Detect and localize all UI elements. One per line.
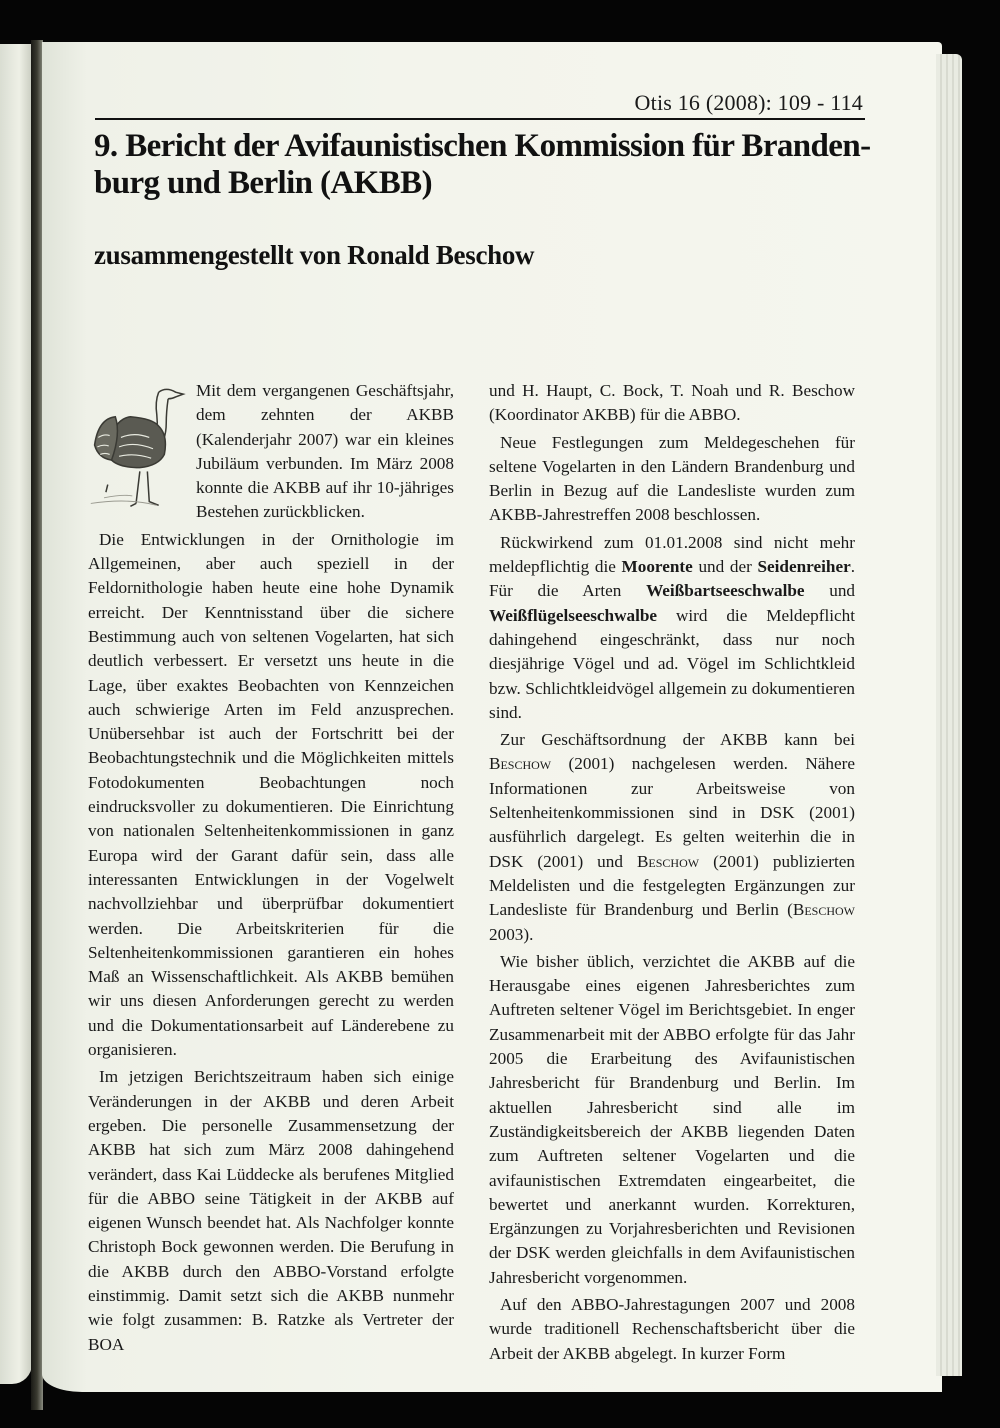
paragraph: Die Entwicklungen in der Ornithologie im Allgemeinen, aber auch speziell in der Feldornithologie haben heute eine hohe Dynamik erreicht. Der Kenntnisstand über die sichere Bestimmung auch von seltenen Vogelarten, hat sich deutlich verbessert. Er versetzt uns heute in die Lage, über exaktes Beobachten von Kennzeichen auch schwierige Arten im Feld anzusprechen. Unübersehbar ist auch der Fortschritt bei der Beobachtungstechnik und die Möglichkeiten mittels Fotodokumenten Beobachtungen noch eindrucksvoller zu dokumentieren. Die Einrichtung von nationalen Seltenheitenkommissionen in ganz Europa wird der Garant dafür sein, dass alle interessanten Entwicklungen in der Vogelwelt nachvollziehbar und überprüfbar dokumentiert werden. Die Arbeitskriterien für die Seltenheitenkommissionen garantieren ein hohes Maß an Wissenschaftlichkeit. Als AKBB bemühen wir uns diesen Anforderungen gerecht zu werden und die Dokumentationsarbeit auf Länderebene zu organisieren. bbox=[88, 529, 454, 1060]
text-run: 2003). bbox=[489, 924, 534, 944]
right-column bbox=[489, 379, 855, 1366]
text-run: Zur Geschäftsordnung der AKBB kann bei bbox=[500, 730, 855, 750]
species-name: Moorente bbox=[621, 557, 693, 577]
article-byline: zusammengestellt von Ronald Beschow bbox=[94, 240, 535, 270]
journal-citation: Otis 16 (2008): 109 - 114 bbox=[634, 90, 863, 115]
article-title bbox=[94, 128, 874, 202]
text-run: . Für die Arten bbox=[489, 557, 855, 601]
species-name: Seidenreiher bbox=[757, 557, 851, 577]
paragraph: Wie bisher üblich, verzichtet die AKBB auf die Herausgabe eines eigenen Jahresberichtes zum Auftreten seltener Vögel im Berichtsgebiet. In enger Zusammenarbeit mit der ABBO erfolgte für das Jahr 2005 die Erarbeitung des Avifaunistischen Jahresbericht für Brandenburg und Berlin. Im aktuellen Jahresbericht sind alle im Zuständigkeitsbereich der AKBB liegenden Daten zum Auftreten seltener Vogelarten und die avifaunistischen Extremdaten eingearbeitet, die bewertet und anerkannt wurden. Korrekturen, Ergänzungen zu Vorjahresberichten und Revisionen der DSK werden gleichfalls in dem Avifaunistischen Jahresbericht vorgenommen. bbox=[489, 951, 855, 1287]
bustard-icon bbox=[84, 379, 190, 511]
species-name: Weißbartseeschwalbe bbox=[646, 581, 805, 601]
author-citation: Beschow bbox=[489, 754, 552, 774]
paragraph: Neue Festlegungen zum Meldegeschehen für seltene Vogelarten in den Ländern Brandenburg und Berlin in Bezug auf die Landesliste wurden zum AKBB-Jahrestreffen 2008 beschlossen. bbox=[489, 432, 855, 525]
left-column bbox=[88, 379, 454, 1357]
intro-paragraph: Mit dem vergangenen Geschäftsjahr, dem zehnten der AKBB (Kalenderjahr 2007) war ein kleines Jubiläum verbunden. Im März 2008 konnte die AKBB auf ihr 10-jähriges Bestehen zurückblicken. bbox=[196, 381, 454, 522]
author-citation: Beschow bbox=[792, 900, 855, 920]
text-run: und bbox=[804, 581, 856, 601]
text-run: und der bbox=[692, 557, 758, 577]
paragraph: und H. Haupt, C. Bock, T. Noah und R. Beschow (Koordinator AKBB) für die ABBO. bbox=[489, 381, 855, 425]
text-run: Rückwirkend zum 01.01.2008 sind nicht mehr meldepflichtig die bbox=[489, 532, 855, 577]
paragraph: Im jetzigen Berichtszeitraum haben sich einige Veränderungen in der AKBB und deren Arbeit ergeben. Die personelle Zusammensetzung der AKBB hat sich zum März 2008 dahingehend verändert, dass Kai Lüddecke als berufenes Mitglied für die ABBO seine Tätigkeit in der AKBB auf eigenen Wunsch beendet hat. Als Nachfolger konnte Christoph Bock gewonnen werden. Die Berufung in die AKBB durch den ABBO-Vorstand erfolgte einstimmig. Damit setzt sich die AKBB nunmehr wie folgt zusammen: B. Ratzke als Vertreter der BOA bbox=[88, 1067, 454, 1354]
page-stack-edge bbox=[936, 54, 962, 1376]
running-head bbox=[95, 90, 865, 120]
species-name: Weißflügelseeschwalbe bbox=[489, 605, 658, 625]
title-line-2: burg und Berlin (AKBB) bbox=[94, 165, 432, 201]
paragraph bbox=[489, 728, 855, 947]
text-run: wird die Meldepflicht dahingehend eingeschränkt, dass nur noch diesjährige Vögel und ad. Vögel im Schlichtkleid bzw. Schlichtkleidvögel allgemein zu dokumentieren sind. bbox=[489, 605, 855, 722]
title-line-1: 9. Bericht der Avifaunistischen Kommission für Branden- bbox=[94, 128, 871, 164]
text-run: (2001) publizierten Meldelisten und die festgelegten Ergänzungen zur Landesliste für Brandenburg und Berlin ( bbox=[489, 851, 855, 920]
paragraph bbox=[489, 531, 855, 725]
author-citation: Beschow bbox=[636, 851, 700, 871]
text-run: (2001) nachgelesen werden. Nähere Informationen zur Arbeitsweise von Seltenheitenkommissionen sind in DSK (2001) ausführlich dargelegt. Es gelten weiterhin die in DSK (2001) und bbox=[489, 754, 855, 871]
facing-page-edge bbox=[0, 44, 32, 1384]
paragraph: Auf den ABBO-Jahrestagungen 2007 und 2008 wurde traditionell Rechenschaftsbericht über die Arbeit der AKBB abgelegt. In kurzer Form bbox=[489, 1294, 855, 1363]
